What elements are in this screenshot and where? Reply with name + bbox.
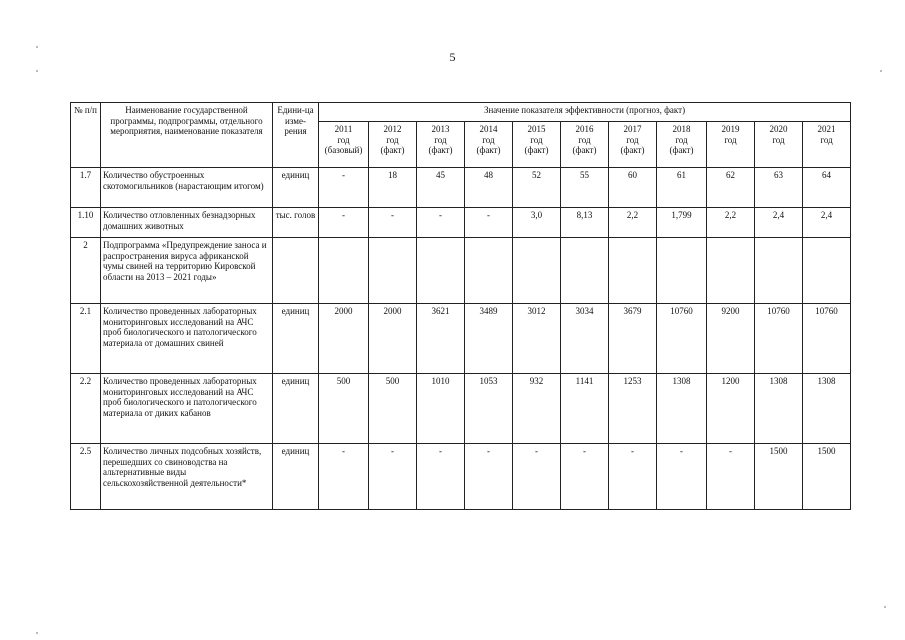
header-year-2013 <box>417 122 465 168</box>
header-year-2012 <box>369 122 417 168</box>
year-value <box>609 238 657 304</box>
header-year-year: 2021 <box>817 124 836 134</box>
efficiency-indicators-table <box>70 102 851 510</box>
table-row <box>71 238 851 304</box>
year-value <box>657 238 707 304</box>
year-value: - <box>561 444 609 510</box>
header-year-word: год <box>578 134 591 145</box>
year-value <box>369 238 417 304</box>
year-value: 52 <box>513 168 561 208</box>
header-year-word: год <box>626 134 639 145</box>
row-number: 2 <box>71 238 101 304</box>
header-year-2019 <box>707 122 755 168</box>
table-body <box>71 168 851 510</box>
year-value <box>417 238 465 304</box>
year-value: 10760 <box>657 304 707 374</box>
header-year-2020 <box>755 122 803 168</box>
indicator-name: Количество проведенных лабораторных мониторинговых исследований на АЧС проб биологического и патологического материала от домашних свиней <box>101 304 273 374</box>
header-year-2014 <box>465 122 513 168</box>
header-year-note: (факт) <box>428 145 453 155</box>
scan-speck <box>36 46 38 48</box>
indicator-name: Подпрограмма «Предупреждение заноса и распространения вируса африканской чумы свиней на территорию Кировской области на 2013 – 2021 годы» <box>101 238 273 304</box>
row-number: 2.2 <box>71 374 101 444</box>
row-number: 1.7 <box>71 168 101 208</box>
header-year-year: 2012 <box>383 124 402 134</box>
header-year-note: (факт) <box>572 145 597 155</box>
header-year-year: 2018 <box>672 124 691 134</box>
header-year-word: год <box>386 134 399 145</box>
year-value: 1053 <box>465 374 513 444</box>
header-year-2016 <box>561 122 609 168</box>
year-value: 62 <box>707 168 755 208</box>
year-value: 3489 <box>465 304 513 374</box>
year-value: 1308 <box>657 374 707 444</box>
unit-of-measure: единиц <box>273 304 319 374</box>
header-year-word: год <box>434 134 447 145</box>
year-value: 64 <box>803 168 851 208</box>
year-value: - <box>609 444 657 510</box>
header-year-note: (факт) <box>669 145 694 155</box>
header-year-note: (факт) <box>476 145 501 155</box>
header-group-text: Значение показателя эффективности (прогноз, факт) <box>483 105 686 115</box>
year-value: - <box>319 208 369 238</box>
year-value: 2000 <box>369 304 417 374</box>
header-year-note: (факт) <box>380 145 405 155</box>
header-year-word: год <box>530 134 543 145</box>
year-value: 2,2 <box>707 208 755 238</box>
year-value: 48 <box>465 168 513 208</box>
page-number: 5 <box>449 50 456 64</box>
year-value <box>513 238 561 304</box>
header-year-year: 2016 <box>575 124 594 134</box>
header-year-note: (факт) <box>524 145 549 155</box>
year-value: 2,4 <box>803 208 851 238</box>
year-value: 2,4 <box>755 208 803 238</box>
unit-of-measure: единиц <box>273 374 319 444</box>
header-year-word: год <box>724 134 737 145</box>
scan-speck <box>880 70 882 72</box>
header-group <box>319 103 851 122</box>
year-value: 63 <box>755 168 803 208</box>
header-num <box>71 103 101 168</box>
year-value: 500 <box>369 374 417 444</box>
header-year-year: 2015 <box>527 124 546 134</box>
year-value: - <box>657 444 707 510</box>
year-value: 61 <box>657 168 707 208</box>
year-value <box>465 238 513 304</box>
year-value: 1308 <box>755 374 803 444</box>
year-value: 9200 <box>707 304 755 374</box>
year-value: 1308 <box>803 374 851 444</box>
header-year-year: 2014 <box>479 124 498 134</box>
year-value: 1500 <box>755 444 803 510</box>
unit-of-measure <box>273 238 319 304</box>
header-unit <box>273 103 319 168</box>
year-value: 1010 <box>417 374 465 444</box>
year-value: 2000 <box>319 304 369 374</box>
year-value: 1253 <box>609 374 657 444</box>
header-row-top <box>71 103 851 122</box>
header-year-2021 <box>803 122 851 168</box>
header-year-word: год <box>337 134 350 145</box>
header-year-2017 <box>609 122 657 168</box>
header-year-word: год <box>772 134 785 145</box>
year-value: 3012 <box>513 304 561 374</box>
indicator-name: Количество личных подсобных хозяйств, перешедших со свиноводства на альтернативные виды сельскохозяйственной деятельности* <box>101 444 273 510</box>
year-value: 10760 <box>755 304 803 374</box>
header-year-2011 <box>319 122 369 168</box>
year-value: - <box>319 168 369 208</box>
indicator-name: Количество отловленных безнадзорных домашних животных <box>101 208 273 238</box>
year-value: - <box>707 444 755 510</box>
year-value <box>755 238 803 304</box>
year-value <box>561 238 609 304</box>
indicator-name: Количество обустроенных скотомогильников (нарастающим итогом) <box>101 168 273 208</box>
year-value <box>707 238 755 304</box>
header-name-text: Наименование государственной программы, подпрограммы, отдельного мероприятия, наименование показателя <box>110 105 263 136</box>
header-year-word: год <box>675 134 688 145</box>
table-row <box>71 208 851 238</box>
table-row <box>71 374 851 444</box>
header-year-2018 <box>657 122 707 168</box>
year-value: - <box>465 208 513 238</box>
scan-speck <box>36 632 38 634</box>
header-year-word: год <box>820 134 833 145</box>
header-year-year: 2011 <box>334 124 353 134</box>
year-value: 932 <box>513 374 561 444</box>
row-number: 2.5 <box>71 444 101 510</box>
year-value: - <box>513 444 561 510</box>
row-number: 2.1 <box>71 304 101 374</box>
header-year-word: год <box>482 134 495 145</box>
year-value: 500 <box>319 374 369 444</box>
year-value: - <box>369 208 417 238</box>
year-value: 3679 <box>609 304 657 374</box>
table-row <box>71 444 851 510</box>
row-number: 1.10 <box>71 208 101 238</box>
year-value: 1141 <box>561 374 609 444</box>
year-value: 18 <box>369 168 417 208</box>
year-value: - <box>319 444 369 510</box>
year-value: 45 <box>417 168 465 208</box>
unit-of-measure: единиц <box>273 168 319 208</box>
year-value: 3621 <box>417 304 465 374</box>
year-value: 8,13 <box>561 208 609 238</box>
header-year-note: (факт) <box>620 145 645 155</box>
scan-speck <box>884 606 886 608</box>
year-value: 3034 <box>561 304 609 374</box>
table-row <box>71 304 851 374</box>
table-row <box>71 168 851 208</box>
header-name <box>101 103 273 168</box>
header-num-text: № п/п <box>74 105 97 115</box>
year-value: - <box>369 444 417 510</box>
header-year-note: (базовый) <box>324 145 363 155</box>
indicator-name: Количество проведенных лабораторных мониторинговых исследований на АЧС проб биологического и патологического материала от диких кабанов <box>101 374 273 444</box>
year-value: 60 <box>609 168 657 208</box>
unit-of-measure: тыс. голов <box>273 208 319 238</box>
year-value: 1,799 <box>657 208 707 238</box>
header-unit-text: Едини-ца изме-рения <box>277 105 314 136</box>
year-value: - <box>417 444 465 510</box>
scan-speck <box>36 70 38 72</box>
header-year-2015 <box>513 122 561 168</box>
header-year-year: 2020 <box>769 124 788 134</box>
year-value: 3,0 <box>513 208 561 238</box>
year-value: 2,2 <box>609 208 657 238</box>
year-value: 1500 <box>803 444 851 510</box>
year-value: 10760 <box>803 304 851 374</box>
year-value <box>319 238 369 304</box>
header-year-year: 2019 <box>721 124 740 134</box>
year-value <box>803 238 851 304</box>
year-value: - <box>417 208 465 238</box>
year-value: 55 <box>561 168 609 208</box>
year-value: - <box>465 444 513 510</box>
year-value: 1200 <box>707 374 755 444</box>
header-year-year: 2017 <box>623 124 642 134</box>
unit-of-measure: единиц <box>273 444 319 510</box>
header-year-year: 2013 <box>431 124 450 134</box>
